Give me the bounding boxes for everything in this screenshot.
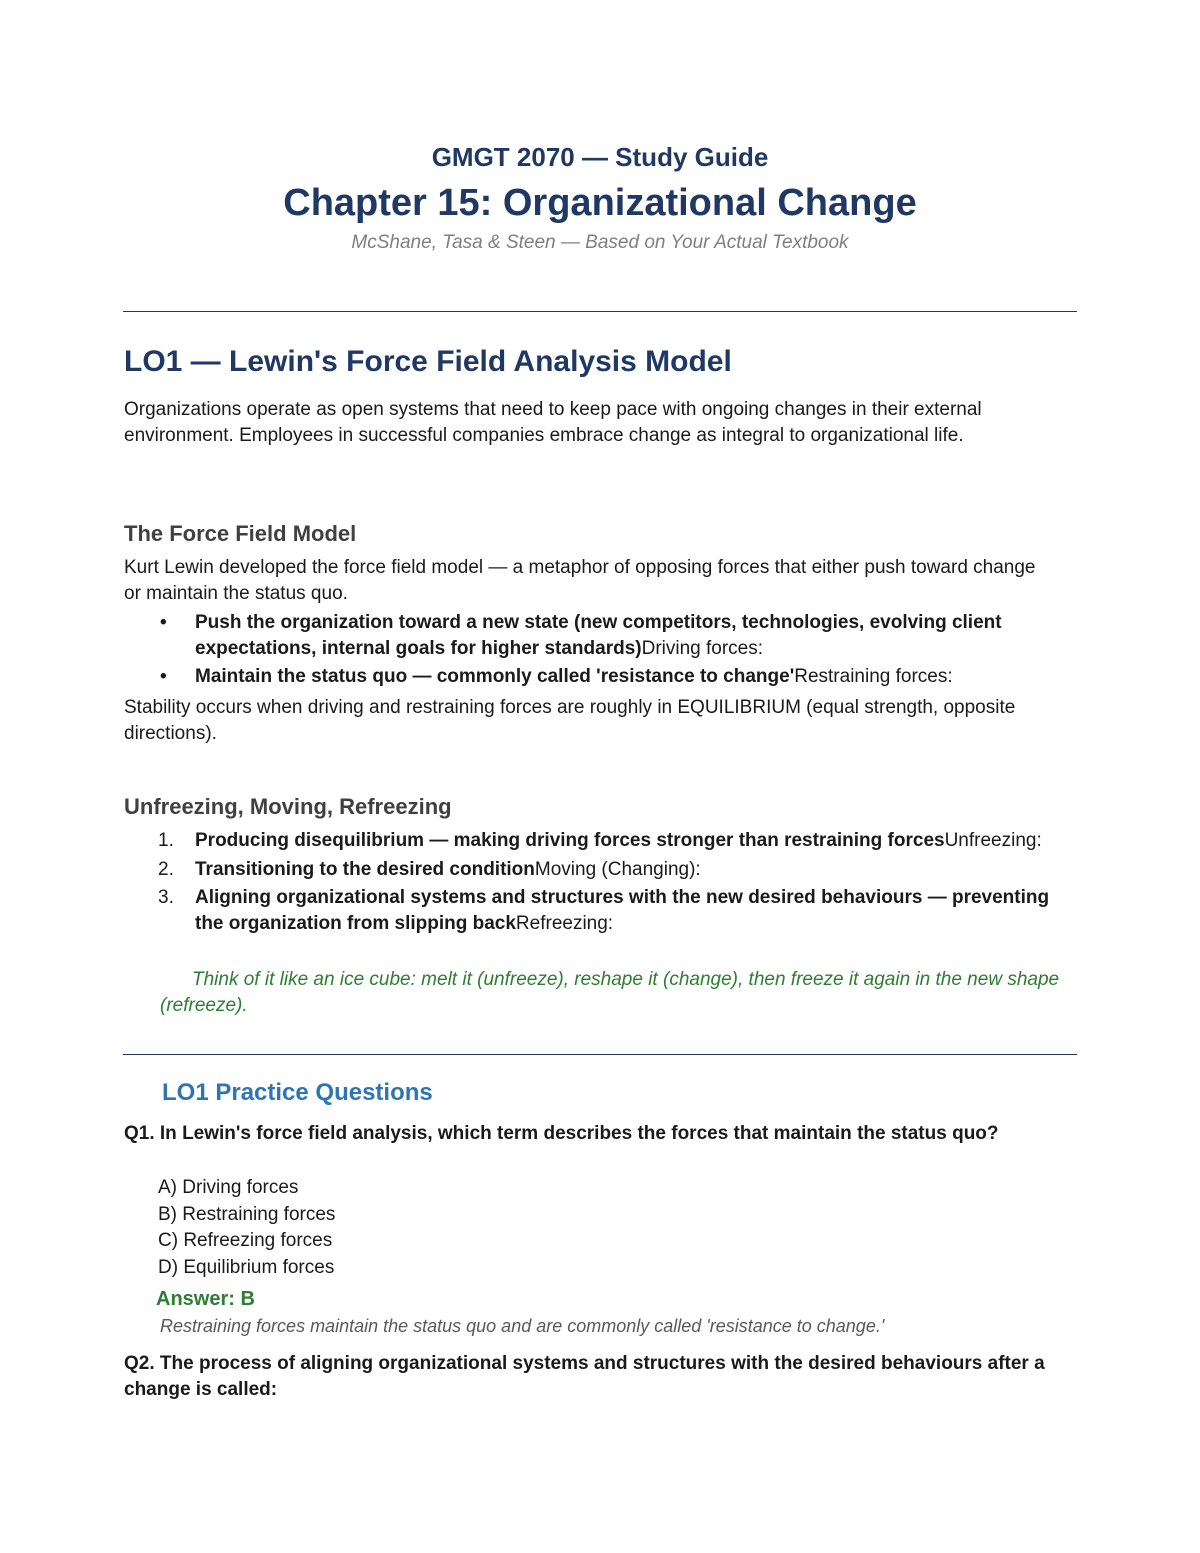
refreezing-label: Refreezing: bbox=[515, 912, 614, 934]
chapter-title: Chapter 15: Organizational Change bbox=[283, 182, 917, 224]
list-item bbox=[124, 828, 1064, 854]
ice-cube-tip: Think of it like an ice cube: melt it (unfreeze), reshape it (change), then freeze it again in the new shape (refreeze). bbox=[160, 969, 1060, 1016]
unfreezing-description: Producing disequilibrium — making driving forces stronger than restraining forces bbox=[195, 830, 945, 851]
lo1-heading: LO1 — Lewin's Force Field Analysis Model bbox=[124, 345, 732, 378]
bullet-marker: • bbox=[160, 612, 167, 633]
forces-bullet-list bbox=[124, 610, 1064, 690]
force-field-heading: The Force Field Model bbox=[124, 521, 357, 546]
driving-forces-description: Push the organization toward a new state (new competitors, technologies, evolving client expectations, internal goals for higher standards) bbox=[195, 612, 1002, 659]
force-field-paragraph: Kurt Lewin developed the force field model — a metaphor of opposing forces that either push toward change or maintain the status quo. bbox=[124, 557, 1036, 604]
question-1-options bbox=[158, 1175, 335, 1282]
phases-numbered-list bbox=[124, 828, 1064, 936]
unfreezing-label: Unfreezing: bbox=[944, 830, 1042, 851]
moving-description: Transitioning to the desired condition bbox=[195, 858, 535, 880]
lo1-intro-paragraph: Organizations operate as open systems that need to keep pace with ongoing changes in their external environment. Employees in successful companies embrace change as integral to organizational life. bbox=[124, 399, 982, 446]
section-divider bbox=[123, 311, 1077, 312]
question-1: Q1. In Lewin's force field analysis, which term describes the forces that maintain the status quo? bbox=[124, 1123, 999, 1144]
list-item bbox=[124, 885, 1064, 936]
option-a: A) Driving forces bbox=[158, 1177, 299, 1198]
option-b: B) Restraining forces bbox=[158, 1203, 336, 1225]
section-divider bbox=[123, 1054, 1077, 1055]
stability-paragraph: Stability occurs when driving and restraining forces are roughly in EQUILIBRIUM (equal strength, opposite directions). bbox=[124, 697, 1016, 744]
list-item bbox=[124, 857, 1064, 883]
restraining-forces-description: Maintain the status quo — commonly called 'resistance to change' bbox=[195, 666, 795, 687]
refreezing-description: Aligning organizational systems and structures with the new desired behaviours — preventing the organization from slipping back bbox=[195, 887, 1050, 934]
list-number: 2. bbox=[158, 858, 174, 880]
course-title: GMGT 2070 — Study Guide bbox=[431, 142, 769, 172]
question-1-answer: Answer: B bbox=[156, 1288, 255, 1310]
restraining-forces-label: Restraining forces: bbox=[794, 666, 953, 687]
list-item bbox=[124, 664, 1064, 690]
question-2: Q2. The process of aligning organizational systems and structures with the desired behaviours after a change is called: bbox=[124, 1353, 1045, 1400]
moving-label: Moving (Changing): bbox=[534, 858, 701, 880]
option-c: C) Refreezing forces bbox=[158, 1230, 333, 1252]
list-item bbox=[124, 610, 1064, 661]
practice-heading: LO1 Practice Questions bbox=[162, 1079, 433, 1106]
document-subtitle: McShane, Tasa & Steen — Based on Your Actual Textbook bbox=[351, 232, 849, 253]
driving-forces-label: Driving forces: bbox=[641, 637, 764, 659]
list-number: 1. bbox=[158, 830, 174, 851]
phases-heading: Unfreezing, Moving, Refreezing bbox=[124, 794, 452, 819]
bullet-marker: • bbox=[160, 666, 167, 687]
question-1-explanation: Restraining forces maintain the status quo and are commonly called 'resistance to change.' bbox=[160, 1316, 885, 1336]
option-d: D) Equilibrium forces bbox=[158, 1257, 335, 1279]
list-number: 3. bbox=[158, 887, 174, 908]
